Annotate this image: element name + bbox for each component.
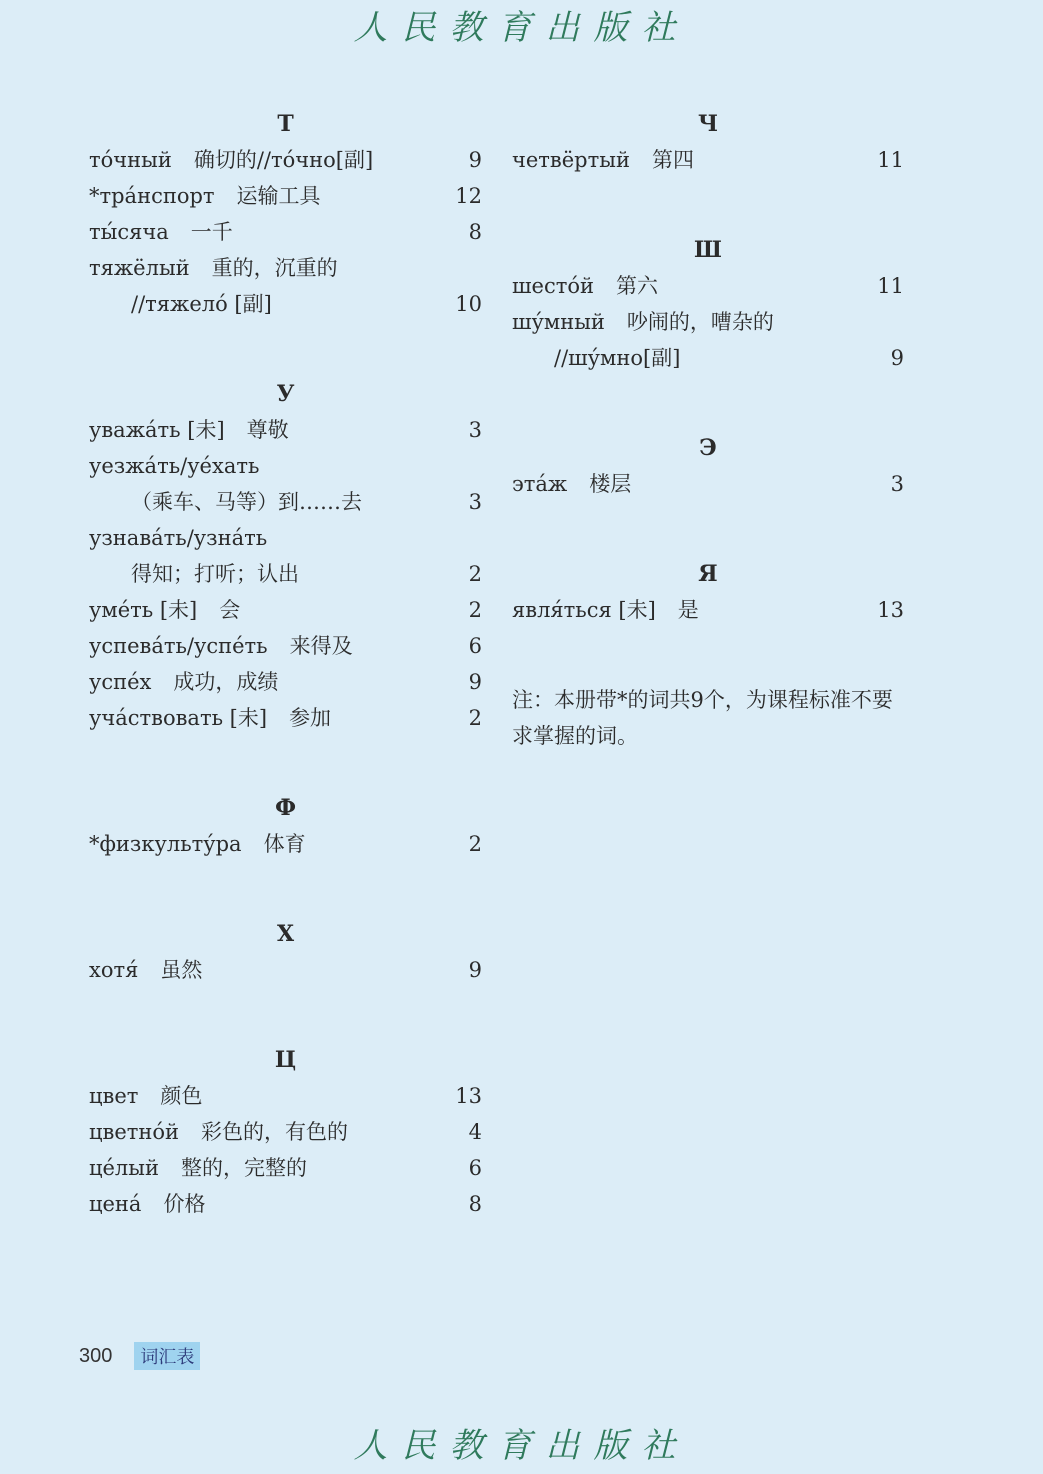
entry-meaning: 尊敬 [246,418,289,442]
vocab-entry [89,700,482,736]
entry-text [89,1078,452,1114]
entry-meaning: 确切的//то́чно[副] [193,148,374,172]
vocab-entry [89,1078,482,1114]
entry-word: це́лый [89,1156,159,1180]
entry-page: 2 [468,562,482,586]
entry-text [512,592,874,628]
entry-word: //шу́мно[副] [554,346,681,370]
vocab-entry [89,412,482,448]
letter-section [512,232,904,376]
section-letter: Ч [697,111,719,137]
entry-page: 6 [468,1156,482,1180]
section-letter: Х [276,921,295,947]
entry-text [89,448,452,484]
vocab-entry [512,340,904,376]
entry-word: узнава́ть/узна́ть [89,526,268,550]
entry-word: эта́ж [512,472,568,496]
vocab-entry [89,484,482,520]
entry-text [512,268,874,304]
entry-page: 8 [468,220,482,244]
letter-section [89,376,482,736]
entry-text [89,1114,452,1150]
entry-word: тяжёлый [89,256,190,280]
entry-page: 2 [468,832,482,856]
entry-page: 4 [468,1120,482,1144]
entry-text [89,286,452,322]
entry-page: 9 [890,346,904,370]
publisher-logo-bottom: 人民教育出版社 [353,1426,690,1466]
entry-meaning: 会 [219,598,241,622]
entry-page: 3 [468,418,482,442]
entry-meaning: 运输工具 [236,184,321,208]
entry-text [89,1150,452,1186]
vocab-entry [89,628,482,664]
entry-word: уважа́ть [未] [89,418,225,442]
section-letter: Ш [694,237,722,263]
entry-word: то́чный [89,148,172,172]
entry-word: успева́ть/успе́ть [89,634,268,658]
vocab-entry [512,592,904,628]
entry-text [89,1186,452,1222]
entry-meaning: 一千 [190,220,233,244]
entry-text [89,826,452,862]
entry-page: 13 [455,1084,482,1108]
vocab-entry [89,1150,482,1186]
entry-word: цвет [89,1084,139,1108]
left-column [89,106,482,1276]
entry-meaning: 虽然 [160,958,203,982]
entry-text [512,340,874,376]
entry-page: 2 [468,706,482,730]
entry-word: 得知；打听；认出 [131,562,299,586]
entry-meaning: 重的，沉重的 [211,256,338,280]
entry-text [512,142,874,178]
entry-text [89,664,452,700]
vocab-entry [89,520,482,556]
page-footer [79,1342,200,1370]
section-letter: Э [699,435,717,461]
vocab-entry [89,952,482,988]
entry-meaning: 成功，成绩 [173,670,279,694]
entry-page: 9 [468,148,482,172]
vocab-entry [89,556,482,592]
entry-word: шу́мный [512,310,605,334]
entry-word: хотя́ [89,958,139,982]
entry-word: уме́ть [未] [89,598,198,622]
vocab-entry [89,1114,482,1150]
entry-page: 8 [468,1192,482,1216]
section-letter: Т [277,111,294,137]
entry-meaning: 彩色的，有色的 [201,1120,349,1144]
vocab-entry [89,592,482,628]
section-letter: Я [698,561,718,587]
entry-page: 11 [877,274,904,298]
entry-page: 9 [468,958,482,982]
vocab-entry [89,826,482,862]
entry-meaning: 第四 [651,148,694,172]
vocab-entry [512,142,904,178]
vocab-entry [89,214,482,250]
entry-text [512,304,874,340]
entry-meaning: 体育 [263,832,306,856]
entry-word: цена́ [89,1192,142,1216]
letter-section [89,106,482,322]
entry-text [89,412,452,448]
vocab-entry [89,286,482,322]
entry-page: 9 [468,670,482,694]
entry-meaning: 是 [677,598,699,622]
entry-page: 3 [890,472,904,496]
letter-section [512,106,904,178]
entry-word: *тра́нспорт [89,184,215,208]
entry-word: шесто́й [512,274,594,298]
entry-meaning: 楼层 [589,472,632,496]
vocab-entry [512,268,904,304]
section-letter: У [276,381,295,407]
vocab-entry [512,466,904,502]
entry-word: явля́ться [未] [512,598,656,622]
entry-word: цветно́й [89,1120,180,1144]
entry-text [89,556,452,592]
entry-page: 13 [877,598,904,622]
letter-section [512,556,904,628]
entry-page: 10 [455,292,482,316]
entry-word: уча́ствовать [未] [89,706,268,730]
vocab-entry [89,1186,482,1222]
entry-word: //тяжело́ [副] [131,292,272,316]
entry-page: 3 [468,490,482,514]
entry-page: 11 [877,148,904,172]
vocab-entry [89,448,482,484]
page-number: 300 [79,1344,113,1367]
entry-text [89,628,452,664]
entry-word: уезжа́ть/уе́хать [89,454,260,478]
entry-meaning: 价格 [163,1192,206,1216]
entry-word: *физкульту́ра [89,832,242,856]
entry-text [89,520,452,556]
vocab-entry [89,250,482,286]
entry-text [89,214,452,250]
entry-word: успе́х [89,670,152,694]
right-column [512,106,904,754]
vocab-entry [89,142,482,178]
entry-page: 12 [455,184,482,208]
section-tag: 词汇表 [134,1342,200,1370]
section-letter: Ф [275,795,296,821]
entry-meaning: 吵闹的，嘈杂的 [626,310,774,334]
publisher-logo-top: 人民教育出版社 [353,8,690,48]
entry-text [89,178,452,214]
entry-meaning: 颜色 [160,1084,203,1108]
entry-meaning: 参加 [289,706,332,730]
entry-text [89,592,452,628]
entry-text [89,250,452,286]
letter-section [512,430,904,502]
entry-text [89,700,452,736]
vocab-entry [512,304,904,340]
entry-text [89,952,452,988]
entry-meaning: 整的，完整的 [180,1156,307,1180]
letter-section [89,916,482,988]
letter-section [89,1042,482,1222]
entry-page: 6 [468,634,482,658]
entry-page: 2 [468,598,482,622]
entry-text [512,466,874,502]
entry-word: четвёртый [512,148,630,172]
entry-word: （乘车、马等）到……去 [131,490,362,514]
vocab-entry [89,664,482,700]
entry-text [89,142,452,178]
entry-meaning: 第六 [615,274,658,298]
section-letter: Ц [274,1047,297,1073]
footnote: 注：本册带*的词共9个，为课程标准不要求掌握的词。 [512,688,893,748]
entry-word: ты́сяча [89,220,169,244]
entry-text [89,484,452,520]
vocab-entry [89,178,482,214]
entry-meaning: 来得及 [289,634,353,658]
letter-section [89,790,482,862]
